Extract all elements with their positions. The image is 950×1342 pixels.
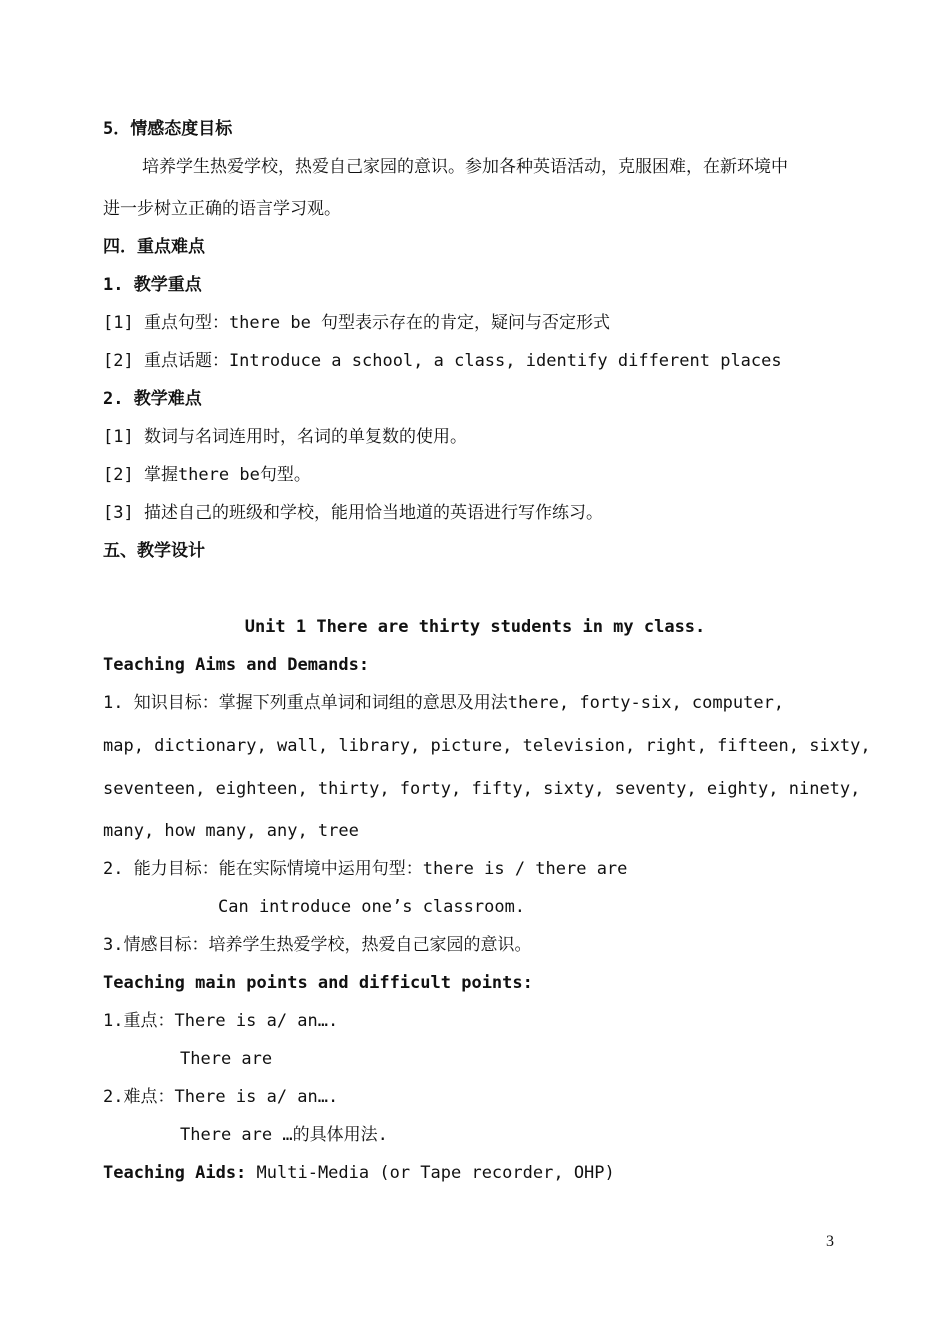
teaching-aids-value: Multi-Media (or Tape recorder, OHP)	[246, 1163, 615, 1183]
section5-heading: 5．情感态度目标	[103, 119, 233, 139]
teaching-aids	[103, 1162, 615, 1184]
section5b-heading: 五、教学设计	[103, 541, 205, 561]
aim1-line: many, how many, any, tree	[103, 821, 359, 841]
point2-line1: 2.难点：There is a/ an….	[103, 1087, 339, 1107]
point1-line2: There are	[180, 1049, 273, 1069]
page-number: 3	[826, 1233, 834, 1250]
aim1-line: seventeen, eighteen, thirty, forty, fifty, sixty, seventy, eighty, ninety,	[103, 779, 861, 799]
aim1-line: 1. 知识目标：掌握下列重点单词和词组的意思及用法there, forty-six, computer,	[103, 693, 785, 713]
aims-heading: Teaching Aims and Demands:	[103, 655, 370, 675]
difficult-point-item: [3] 描述自己的班级和学校，能用恰当地道的英语进行写作练习。	[103, 503, 603, 523]
key-point-item: [1] 重点句型：there be 句型表示存在的肯定，疑问与否定形式	[103, 313, 611, 333]
aim3-line: 3.情感目标：培养学生热爱学校，热爱自己家园的意识。	[103, 935, 532, 955]
aim2-line1: 2. 能力目标：能在实际情境中运用句型：there is / there are	[103, 859, 628, 879]
difficult-points-heading: 2. 教学难点	[103, 389, 202, 409]
difficult-point-item: [2] 掌握there be句型。	[103, 465, 311, 485]
aim2-line2: Can introduce one’s classroom.	[218, 897, 526, 917]
section5-para-line2: 进一步树立正确的语言学习观。	[103, 199, 341, 219]
point2-line2: There are …的具体用法.	[180, 1125, 388, 1145]
aim1-line: map, dictionary, wall, library, picture, television, right, fifteen, sixty,	[103, 736, 871, 756]
key-point-item: [2] 重点话题：Introduce a school, a class, identify different places	[103, 351, 782, 371]
key-points-heading: 1. 教学重点	[103, 275, 202, 295]
points-heading: Teaching main points and difficult points:	[103, 973, 533, 993]
teaching-aids-label: Teaching Aids:	[103, 1163, 247, 1183]
section5-para-line1: 培养学生热爱学校，热爱自己家园的意识。参加各种英语活动，克服困难，在新环境中	[142, 157, 788, 177]
difficult-point-item: [1] 数词与名词连用时，名词的单复数的使用。	[103, 427, 467, 447]
point1-line1: 1.重点：There is a/ an….	[103, 1011, 339, 1031]
unit-title: Unit 1 There are thirty students in my class.	[244, 617, 706, 637]
section4-heading: 四．重点难点	[103, 237, 205, 257]
